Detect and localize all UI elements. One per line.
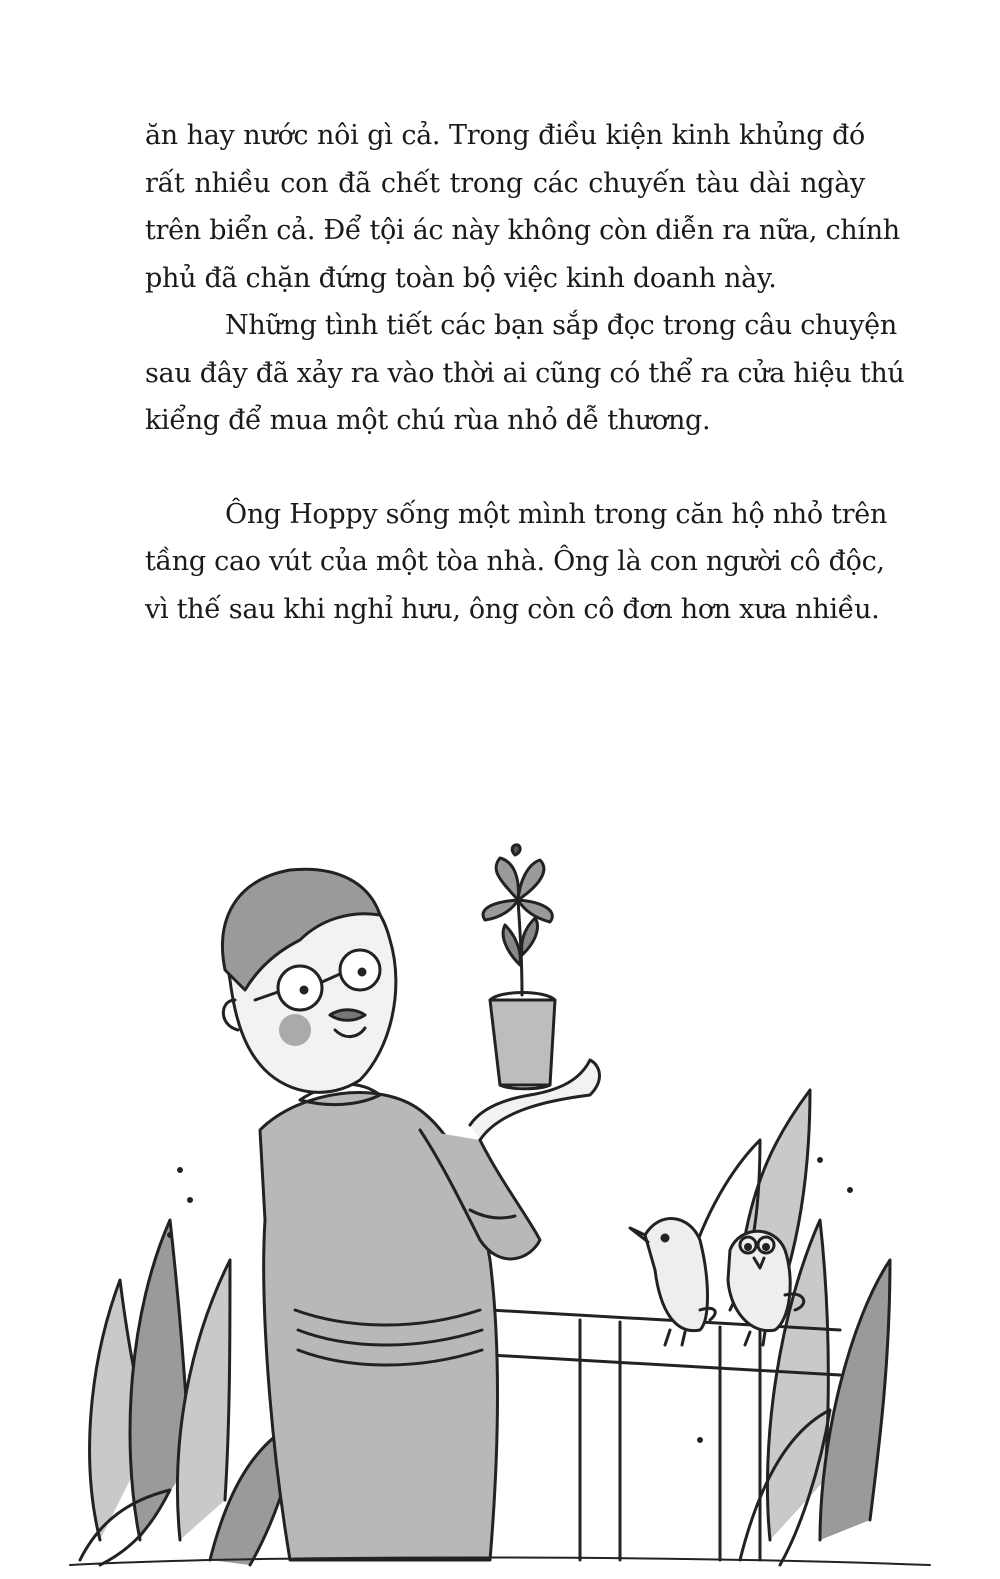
- paragraph-1: [145, 112, 900, 302]
- text-line: trên biển cả. Để tội ác này không còn diễn ra nữa, chính: [145, 215, 900, 246]
- man-body: [260, 1084, 540, 1560]
- man-head: [223, 869, 396, 1092]
- hands-and-pot: [470, 845, 599, 1140]
- text-line: Những tình tiết các bạn sắp đọc trong câu chuyện: [225, 310, 897, 341]
- bird-left: [630, 1219, 715, 1345]
- paragraph-gap: [145, 445, 865, 491]
- illustration-old-man-with-flower: [60, 840, 940, 1570]
- paragraph-2: [145, 302, 905, 445]
- text-line: kiểng để mua một chú rùa nhỏ dễ thương.: [145, 405, 711, 436]
- text-line: ăn hay nước nôi gì cả. Trong điều kiện kinh khủng đó: [145, 120, 865, 151]
- story-text: [145, 112, 905, 633]
- text-line: phủ đã chặn đứng toàn bộ việc kinh doanh này.: [145, 262, 777, 294]
- text-line: Ông Hoppy sống một mình trong căn hộ nhỏ trên: [225, 498, 888, 530]
- text-line: sau đây đã xảy ra vào thời ai cũng có thể ra cửa hiệu thú: [145, 357, 905, 389]
- text-line: rất nhiều con đã chết trong các chuyến tàu dài ngày: [145, 167, 865, 199]
- illustration-svg: [60, 840, 940, 1570]
- text-line: vì thế sau khi nghỉ hưu, ông còn cô đơn hơn xưa nhiều.: [145, 593, 880, 625]
- paragraph-3: [145, 491, 888, 634]
- text-line: tầng cao vút của một tòa nhà. Ông là con người cô độc,: [145, 546, 885, 577]
